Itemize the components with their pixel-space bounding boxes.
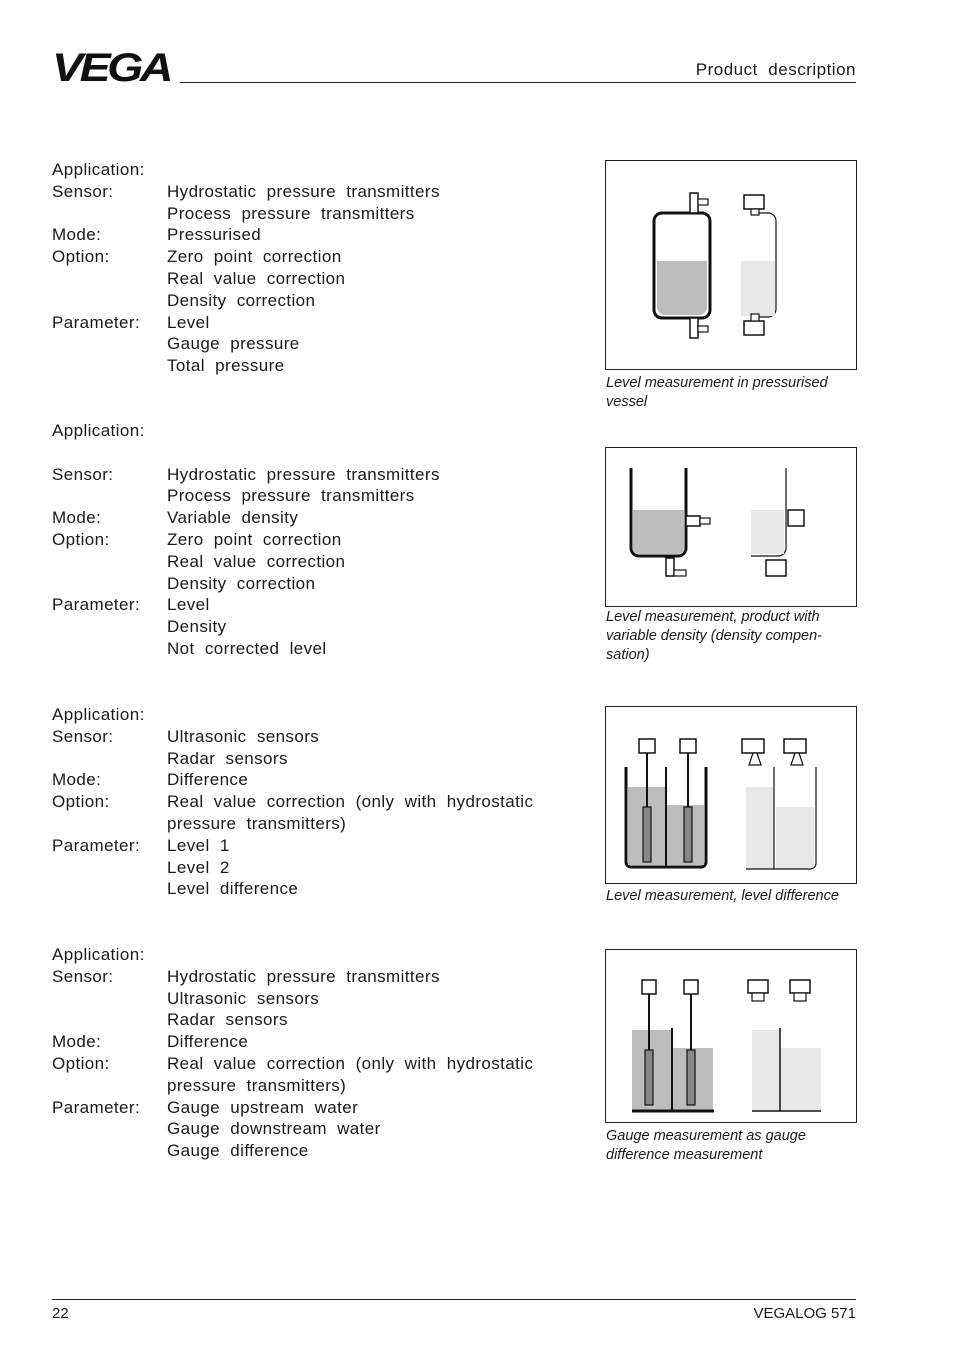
definition-row bbox=[52, 529, 572, 551]
definition-row bbox=[52, 944, 572, 966]
page-number: 22 bbox=[52, 1305, 69, 1322]
document-id: VEGALOG 571 bbox=[753, 1305, 856, 1322]
row-value: Real value correction bbox=[167, 551, 346, 571]
footer-rule bbox=[52, 1299, 856, 1300]
figure-caption-level-difference: Level measurement, level difference bbox=[606, 888, 839, 904]
row-value: Gauge pressure bbox=[167, 334, 300, 354]
row-value: Gauge upstream water bbox=[167, 1097, 359, 1117]
row-label bbox=[52, 857, 167, 879]
definition-row bbox=[52, 181, 572, 203]
figure-caption-pressurised: Level measurement in pressurised vessel bbox=[606, 375, 828, 410]
row-label bbox=[52, 1075, 167, 1097]
definition-row bbox=[52, 748, 572, 770]
definition-row bbox=[52, 203, 572, 225]
figure-gauge-difference bbox=[605, 949, 857, 1123]
row-value: Pressurised bbox=[167, 225, 262, 245]
row-label bbox=[52, 813, 167, 835]
row-value: Real value correction bbox=[167, 268, 346, 288]
row-value: Total pressure bbox=[167, 356, 285, 376]
row-value: Real value correction (only with hydrostatic bbox=[167, 1053, 534, 1073]
application-block-level-difference bbox=[52, 704, 572, 900]
definition-row bbox=[52, 616, 572, 638]
row-value: Ultrasonic sensors bbox=[167, 726, 320, 746]
row-value: Real value correction (only with hydrostatic bbox=[167, 792, 534, 812]
row-label: Option: bbox=[52, 1053, 110, 1073]
row-label bbox=[52, 638, 167, 660]
row-value: Level bbox=[167, 595, 210, 615]
row-label: Parameter: bbox=[52, 595, 141, 615]
row-label: Option: bbox=[52, 247, 110, 267]
row-label: Mode: bbox=[52, 1032, 102, 1052]
row-label: Mode: bbox=[52, 508, 102, 528]
row-value: Gauge difference bbox=[167, 1141, 309, 1161]
definition-row bbox=[52, 159, 572, 181]
definition-row bbox=[52, 485, 572, 507]
row-label: Sensor: bbox=[52, 181, 114, 201]
row-value: Hydrostatic pressure transmitters bbox=[167, 181, 440, 201]
row-value: pressure transmitters) bbox=[167, 813, 347, 833]
row-label: Parameter: bbox=[52, 312, 141, 332]
definition-row bbox=[52, 988, 572, 1010]
row-label: Option: bbox=[52, 529, 110, 549]
definition-row bbox=[52, 355, 572, 377]
row-value: Level 2 bbox=[167, 857, 230, 877]
row-label bbox=[52, 988, 167, 1010]
row-label: Application: bbox=[52, 421, 145, 440]
row-label bbox=[52, 616, 167, 638]
row-value: Radar sensors bbox=[167, 1010, 288, 1030]
definition-row bbox=[52, 813, 572, 835]
row-label: Parameter: bbox=[52, 1097, 141, 1117]
row-label bbox=[52, 1140, 167, 1162]
row-value: Density correction bbox=[167, 290, 316, 310]
row-label: Application: bbox=[52, 945, 145, 964]
figure-caption-variable-density: Level measurement, product with variable density (density compen-sation) bbox=[606, 609, 822, 663]
row-value: Level 1 bbox=[167, 835, 230, 855]
row-label bbox=[52, 442, 167, 464]
header-rule bbox=[180, 82, 856, 83]
row-value: Zero point correction bbox=[167, 529, 342, 549]
definition-row bbox=[52, 1031, 572, 1053]
definition-row bbox=[52, 857, 572, 879]
row-value: pressure transmitters) bbox=[167, 1075, 347, 1095]
definition-row bbox=[52, 966, 572, 988]
definition-row bbox=[52, 573, 572, 595]
row-value: Level bbox=[167, 312, 210, 332]
definition-row bbox=[52, 1097, 572, 1119]
definition-row bbox=[52, 1118, 572, 1140]
definition-row bbox=[52, 246, 572, 268]
row-value bbox=[167, 442, 572, 464]
row-label: Application: bbox=[52, 705, 145, 724]
definition-row bbox=[52, 551, 572, 573]
definition-row bbox=[52, 878, 572, 900]
definition-row bbox=[52, 726, 572, 748]
row-label bbox=[52, 268, 167, 290]
row-value: Process pressure transmitters bbox=[167, 486, 415, 506]
definition-row bbox=[52, 507, 572, 529]
definition-row bbox=[52, 791, 572, 813]
figure-caption-gauge-difference: Gauge measurement as gauge difference measurement bbox=[606, 1128, 806, 1163]
row-label bbox=[52, 1118, 167, 1140]
figure-variable-density bbox=[605, 447, 857, 607]
figure-pressurised-vessel bbox=[605, 160, 857, 370]
row-value: Density bbox=[167, 617, 227, 637]
definition-row bbox=[52, 420, 572, 442]
row-label bbox=[52, 748, 167, 770]
row-label bbox=[52, 573, 167, 595]
row-value bbox=[167, 420, 572, 442]
row-label: Sensor: bbox=[52, 726, 114, 746]
definition-row bbox=[52, 1140, 572, 1162]
row-label bbox=[52, 203, 167, 225]
row-value: Zero point correction bbox=[167, 247, 342, 267]
row-label: Sensor: bbox=[52, 966, 114, 986]
definition-row bbox=[52, 638, 572, 660]
row-value: Radar sensors bbox=[167, 748, 288, 768]
definition-row bbox=[52, 464, 572, 486]
row-label: Parameter: bbox=[52, 835, 141, 855]
definition-row bbox=[52, 1075, 572, 1097]
definition-row bbox=[52, 594, 572, 616]
row-value: Variable density bbox=[167, 508, 299, 528]
definition-row bbox=[52, 1053, 572, 1075]
row-label: Sensor: bbox=[52, 464, 114, 484]
vega-logo bbox=[52, 50, 172, 84]
row-value: Ultrasonic sensors bbox=[167, 988, 320, 1008]
row-label bbox=[52, 290, 167, 312]
row-value: Process pressure transmitters bbox=[167, 203, 415, 223]
row-label: Mode: bbox=[52, 770, 102, 790]
application-block-gauge-difference bbox=[52, 944, 572, 1162]
page-section-title: Product description bbox=[695, 60, 856, 79]
definition-row bbox=[52, 442, 572, 464]
row-label: Application: bbox=[52, 160, 145, 179]
definition-row bbox=[52, 835, 572, 857]
row-value bbox=[167, 704, 572, 726]
row-value bbox=[167, 944, 572, 966]
definition-row bbox=[52, 268, 572, 290]
row-label bbox=[52, 355, 167, 377]
row-label bbox=[52, 485, 167, 507]
row-value: Not corrected level bbox=[167, 638, 327, 658]
definition-row bbox=[52, 312, 572, 334]
definition-row bbox=[52, 1009, 572, 1031]
row-value: Hydrostatic pressure transmitters bbox=[167, 966, 440, 986]
definition-row bbox=[52, 224, 572, 246]
figure-level-difference bbox=[605, 706, 857, 884]
row-label bbox=[52, 333, 167, 355]
definition-row bbox=[52, 333, 572, 355]
row-value: Density correction bbox=[167, 573, 316, 593]
row-value bbox=[167, 159, 572, 181]
definition-row bbox=[52, 704, 572, 726]
row-value: Gauge downstream water bbox=[167, 1119, 381, 1139]
row-label bbox=[52, 1009, 167, 1031]
row-value: Hydrostatic pressure transmitters bbox=[167, 464, 440, 484]
row-value: Level difference bbox=[167, 879, 299, 899]
vega-logo-text: VEGA bbox=[52, 50, 171, 84]
application-block-pressurised bbox=[52, 159, 572, 377]
row-label bbox=[52, 551, 167, 573]
row-label: Option: bbox=[52, 792, 110, 812]
application-block-variable-density bbox=[52, 420, 572, 660]
row-label bbox=[52, 878, 167, 900]
row-value: Difference bbox=[167, 770, 249, 790]
row-label: Mode: bbox=[52, 225, 102, 245]
row-value: Difference bbox=[167, 1032, 249, 1052]
definition-row bbox=[52, 290, 572, 312]
definition-row bbox=[52, 769, 572, 791]
